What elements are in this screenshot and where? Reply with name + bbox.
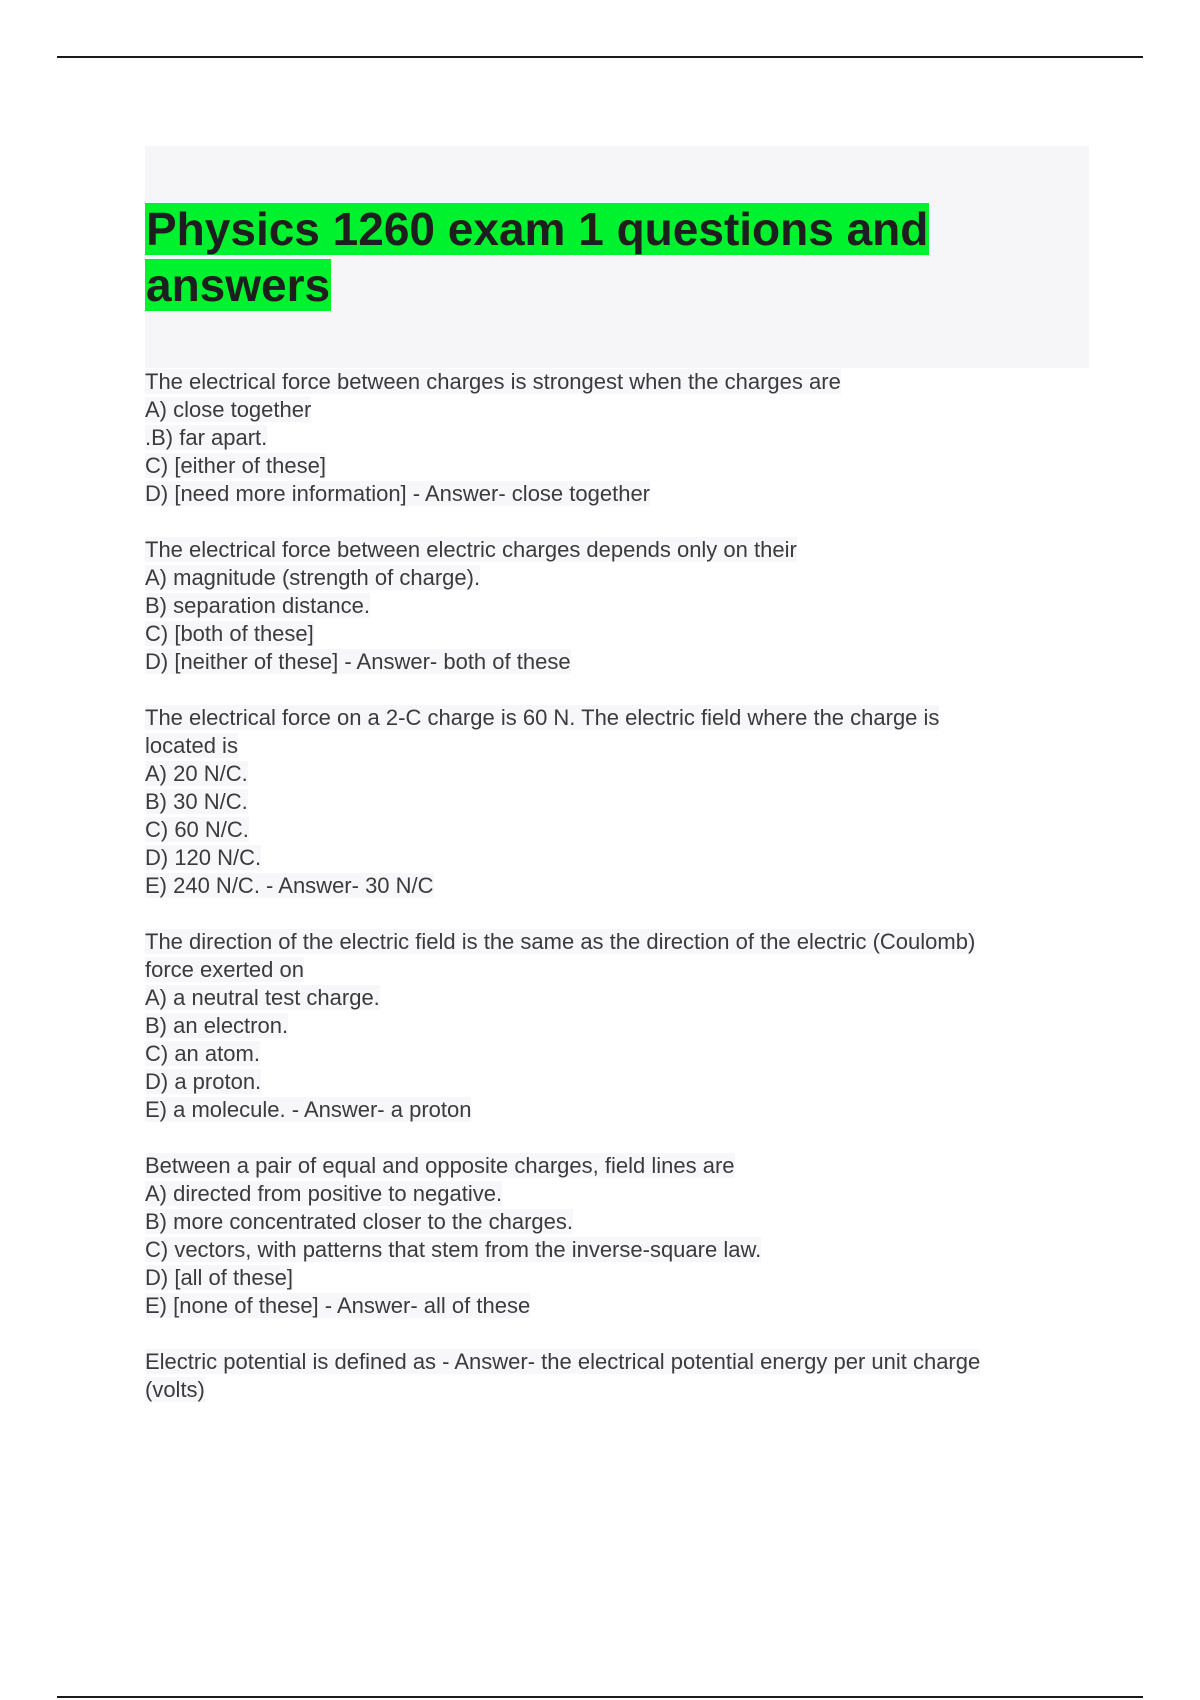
question-3-line-3: A) 20 N/C. (145, 761, 248, 786)
question-5-line-6: E) [none of these] - Answer- all of these (145, 1293, 531, 1318)
question-4-line-3: A) a neutral test charge. (145, 985, 380, 1010)
bottom-rule (57, 1696, 1143, 1698)
question-1-line-4: C) [either of these] (145, 453, 326, 478)
question-1-line-5: D) [need more information] - Answer- close together (145, 481, 651, 506)
question-2-line-1: The electrical force between electric charges depends only on their (145, 537, 797, 562)
question-5-line-3: B) more concentrated closer to the charges. (145, 1209, 573, 1234)
question-3-line-6: D) 120 N/C. (145, 845, 262, 870)
top-rule (57, 56, 1143, 58)
question-1-line-3: .B) far apart. (145, 425, 268, 450)
question-5-line-2: A) directed from positive to negative. (145, 1181, 503, 1206)
question-4-line-4: B) an electron. (145, 1013, 289, 1038)
question-2-line-3: B) separation distance. (145, 593, 371, 618)
page-title-text: Physics 1260 exam 1 questions and answers (146, 203, 929, 311)
question-4-line-1: The direction of the electric field is the same as the direction of the electric (Coulomb) (145, 929, 976, 954)
question-3-line-7: E) 240 N/C. - Answer- 30 N/C (145, 873, 434, 898)
question-4-line-2: force exerted on (145, 957, 304, 982)
question-3-line-1: The electrical force on a 2-C charge is 60 N. The electric field where the charge is (145, 705, 940, 730)
question-3-line-2: located is (145, 733, 238, 758)
question-block-6 (145, 1348, 1105, 1404)
question-2-line-5: D) [neither of these] - Answer- both of these (145, 649, 571, 674)
question-list (145, 368, 1105, 1432)
question-4-line-7: E) a molecule. - Answer- a proton (145, 1097, 472, 1122)
question-3-line-4: B) 30 N/C. (145, 789, 248, 814)
question-5-line-5: D) [all of these] (145, 1265, 293, 1290)
question-6-line-2: (volts) (145, 1377, 205, 1402)
question-2-line-2: A) magnitude (strength of charge). (145, 565, 481, 590)
question-6-line-1: Electric potential is defined as - Answer- the electrical potential energy per unit charge (145, 1349, 981, 1374)
page-title (145, 201, 1045, 313)
question-block-3 (145, 704, 1105, 900)
question-block-5 (145, 1152, 1105, 1320)
question-1-line-2: A) close together (145, 397, 312, 422)
question-4-line-5: C) an atom. (145, 1041, 260, 1066)
question-block-2 (145, 536, 1105, 676)
question-block-1 (145, 368, 1105, 508)
question-5-line-4: C) vectors, with patterns that stem from the inverse-square law. (145, 1237, 762, 1262)
question-3-line-5: C) 60 N/C. (145, 817, 249, 842)
question-block-4 (145, 928, 1105, 1124)
question-5-line-1: Between a pair of equal and opposite charges, field lines are (145, 1153, 735, 1178)
question-2-line-4: C) [both of these] (145, 621, 314, 646)
question-1-line-1: The electrical force between charges is strongest when the charges are (145, 369, 841, 394)
question-4-line-6: D) a proton. (145, 1069, 262, 1094)
